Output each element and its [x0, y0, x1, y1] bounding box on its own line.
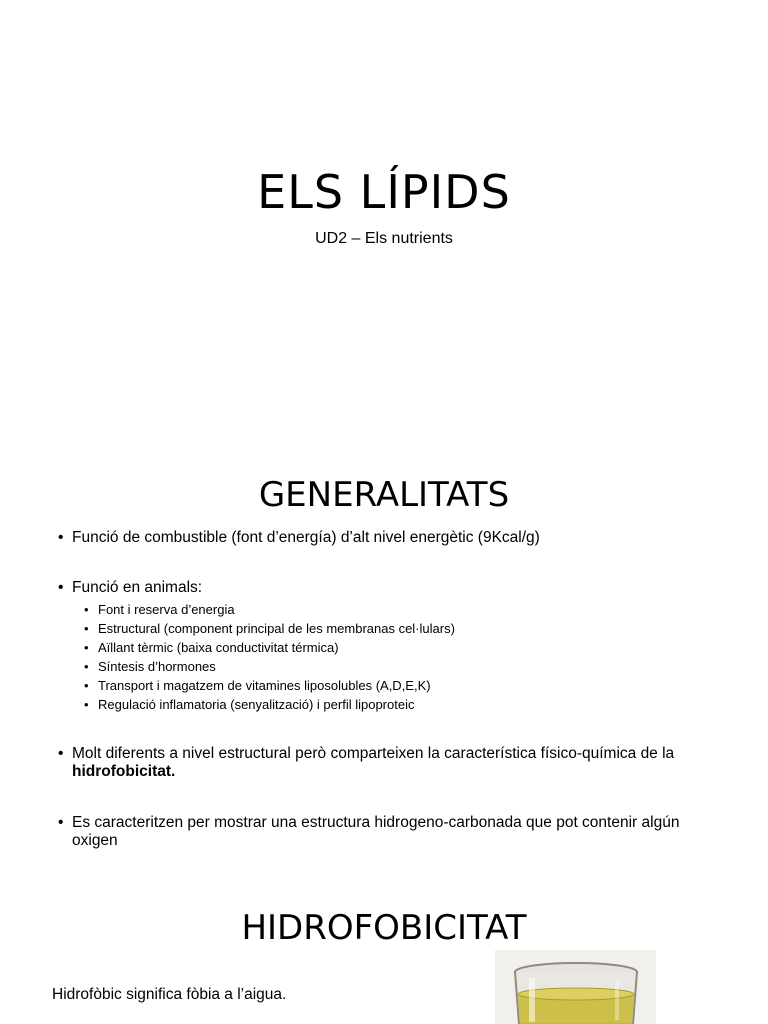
slide-title: ELS LÍPIDS: [257, 165, 511, 219]
bullet-icon: •: [58, 579, 64, 596]
emphasis-text: hidrofobicitat.: [72, 763, 176, 780]
slide-title: HIDROFOBICITAT: [241, 908, 527, 948]
hidrofobicitat-slide: [0, 862, 768, 1024]
bullet-icon: •: [58, 745, 64, 762]
bullet-icon: •: [84, 697, 89, 712]
bullet-icon: •: [84, 678, 89, 693]
slide-title: GENERALITATS: [258, 475, 510, 515]
sub-list-item-text: Síntesis d’hormones: [98, 659, 216, 674]
bullet-icon: •: [58, 529, 64, 546]
sub-list-item-text: Transport i magatzem de vitamines liposolubles (A,D,E,K): [98, 678, 431, 693]
body-text: Hidrofòbic significa fòbia a l’aigua.: [52, 986, 287, 1003]
bullet-icon: •: [84, 659, 89, 674]
list-item-text: Molt diferents a nivel estructural però comparteixen la característica físico-química de la: [72, 745, 675, 762]
list-item-text: Funció en animals:: [72, 579, 203, 596]
glass-icon: [495, 950, 656, 1024]
list-item-text: Es caracteritzen per mostrar una estructura hidrogeno-carbonada que pot contenir algún oxigen: [72, 814, 680, 849]
bullet-icon: •: [58, 814, 64, 831]
sub-list-item-text: Font i reserva d’energia: [98, 602, 235, 617]
bullet-icon: •: [84, 640, 89, 655]
slide-subtitle: UD2 – Els nutrients: [315, 230, 453, 247]
glass-of-oil-image: [495, 950, 656, 1024]
list-item-text: Funció de combustible (font d’energía) d’alt nivel energètic (9Kcal/g): [72, 529, 540, 546]
sub-list-item-text: Regulació inflamatoria (senyalització) i perfil lipoproteic: [98, 697, 415, 712]
generalitats-slide: [0, 430, 768, 862]
sub-list-item-text: Estructural (component principal de les membranas cel·lulars): [98, 621, 455, 636]
sub-list-item-text: Aïllant tèrmic (baixa conductivitat térmica): [98, 640, 339, 655]
title-slide: [0, 0, 768, 430]
bullet-icon: •: [84, 621, 89, 636]
bullet-icon: •: [84, 602, 89, 617]
